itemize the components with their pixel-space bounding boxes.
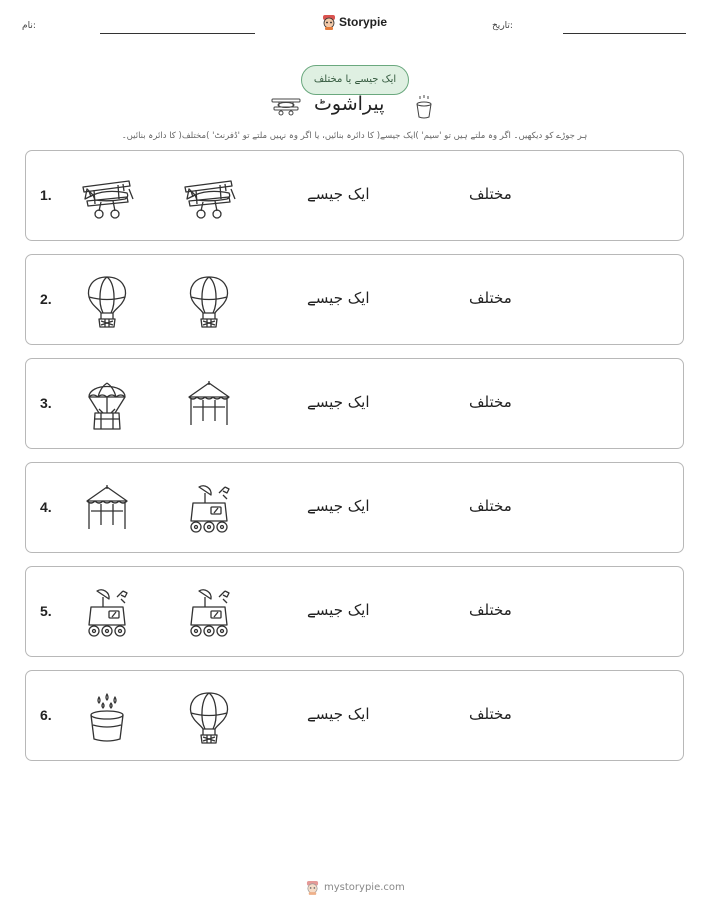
rover-icon [181, 587, 237, 641]
question-row-3 [25, 358, 684, 449]
storypie-mascot-icon [306, 880, 319, 895]
question-number: 5. [40, 603, 52, 619]
name-line[interactable] [100, 33, 255, 34]
same-option[interactable]: ایک جیسے [307, 497, 370, 515]
biplane-icon [181, 171, 237, 225]
storypie-mascot-icon [322, 14, 336, 30]
question-number: 3. [40, 395, 52, 411]
question-number: 6. [40, 707, 52, 723]
same-option[interactable]: ایک جیسے [307, 289, 370, 307]
question-row-5 [25, 566, 684, 657]
rover-icon [181, 483, 237, 537]
instruction-text: ہر جوڑے کو دیکھیں۔ اگر وہ ملتے ہیں تو 'سیم' )ایک جیسے( کا دائرہ بنائیں، یا اگر وہ نہیں ملتے تو 'ڈفرنٹ' )مختلف( کا دائرہ بنائیں۔ [121, 131, 588, 141]
question-row-1 [25, 150, 684, 241]
worksheet-type-badge: ایک جیسے یا مختلف [301, 65, 409, 95]
hot-air-balloon-icon [79, 275, 135, 329]
question-row-6 [25, 670, 684, 761]
different-option[interactable]: مختلف [469, 601, 512, 619]
question-number: 2. [40, 291, 52, 307]
different-option[interactable]: مختلف [469, 393, 512, 411]
same-option[interactable]: ایک جیسے [307, 393, 370, 411]
hot-air-balloon-icon [181, 275, 237, 329]
different-option[interactable]: مختلف [469, 705, 512, 723]
footer-url[interactable]: mystorypie.com [324, 882, 405, 893]
name-label: نام: [22, 21, 36, 31]
water-bucket-title-icon [414, 94, 434, 120]
question-number: 4. [40, 499, 52, 515]
brand-logo [322, 14, 387, 30]
hot-air-balloon-icon [181, 691, 237, 745]
biplane-title-icon [270, 95, 302, 117]
different-option[interactable]: مختلف [469, 185, 512, 203]
brand-name: Storypie [339, 15, 388, 29]
same-option[interactable]: ایک جیسے [307, 601, 370, 619]
canopy-tent-icon [79, 483, 135, 537]
parachute-crate-icon [79, 379, 135, 433]
canopy-tent-icon [181, 379, 237, 433]
different-option[interactable]: مختلف [469, 497, 512, 515]
footer [306, 880, 405, 895]
question-row-2 [25, 254, 684, 345]
biplane-icon [79, 171, 135, 225]
same-option[interactable]: ایک جیسے [307, 705, 370, 723]
same-option[interactable]: ایک جیسے [307, 185, 370, 203]
date-label: تاریخ: [492, 21, 513, 31]
question-row-4 [25, 462, 684, 553]
page-title: پیراشوٹ [314, 93, 385, 115]
rover-icon [79, 587, 135, 641]
date-line[interactable] [563, 33, 686, 34]
water-bucket-icon [79, 691, 135, 745]
different-option[interactable]: مختلف [469, 289, 512, 307]
question-number: 1. [40, 187, 52, 203]
